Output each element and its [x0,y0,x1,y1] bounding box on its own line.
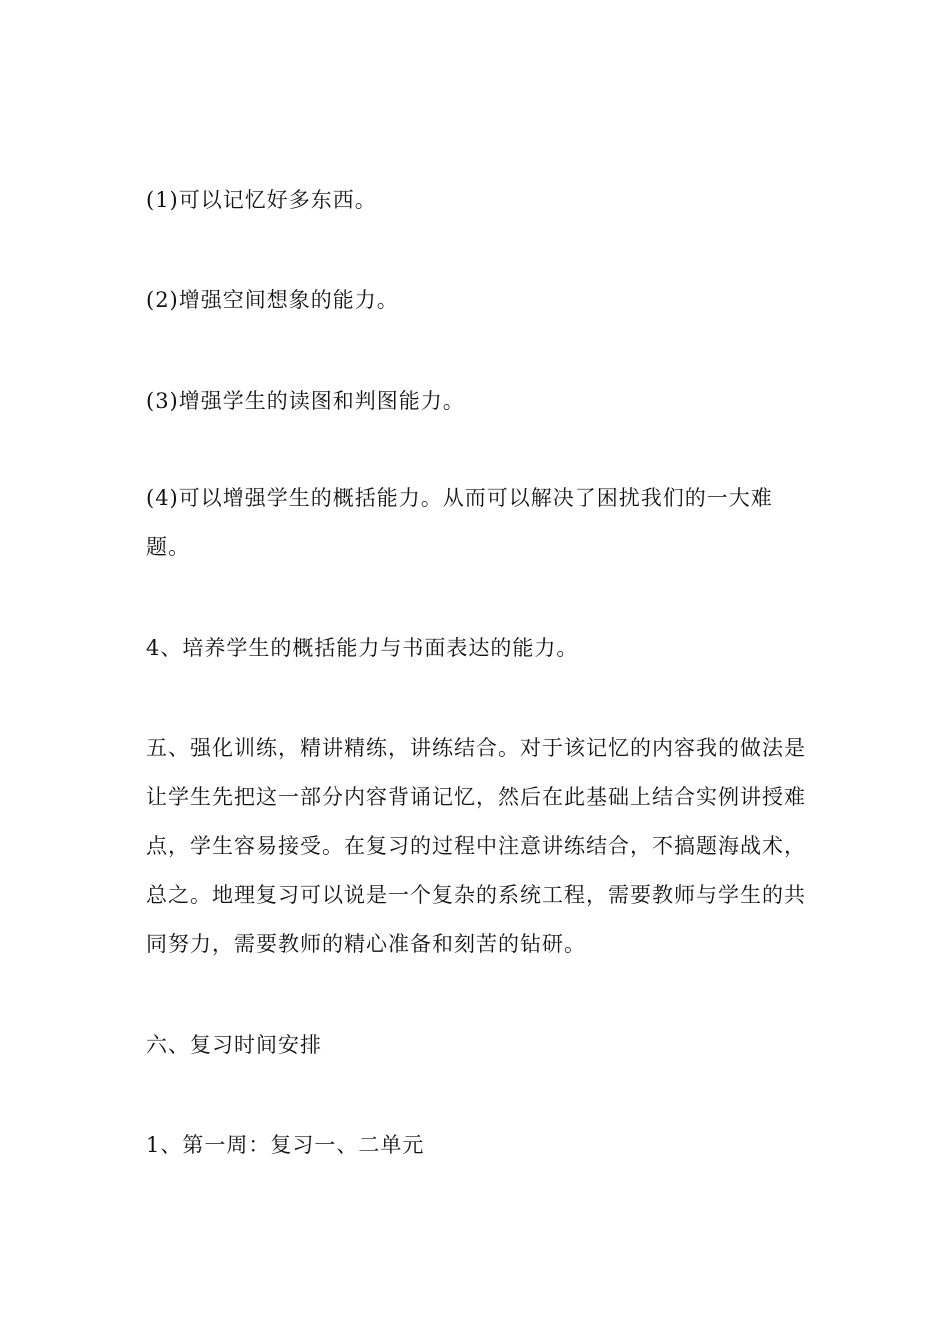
paragraph-item-1: (1)可以记忆好多东西。 [146,188,377,212]
paragraph-item-7: 六、复习时间安排 [146,1033,322,1057]
paragraph-item-4: (4)可以增强学生的概括能力。从而可以解决了困扰我们的一大难题。 [146,486,773,559]
paragraph-item-3: (3)增强学生的读图和判图能力。 [146,389,465,413]
paragraph-item-2: (2)增强空间想象的能力。 [146,288,399,312]
paragraph-item-8: 1、第一周：复习一、二单元 [146,1133,425,1157]
paragraph-item-5: 4、培养学生的概括能力与书面表达的能力。 [146,636,579,660]
paragraph-item-6: 五、强化训练，精讲精练，讲练结合。对于该记忆的内容我的做法是让学生先把这一部分内容背诵记忆，然后在此基础上结合实例讲授难点，学生容易接受。在复习的过程中注意讲练结合，不搞题海战术，总之。地理复习可以说是一个复杂的系统工程，需要教师与学生的共同努力，需要教师的精心准备和刻苦的钻研。 [146,736,806,956]
